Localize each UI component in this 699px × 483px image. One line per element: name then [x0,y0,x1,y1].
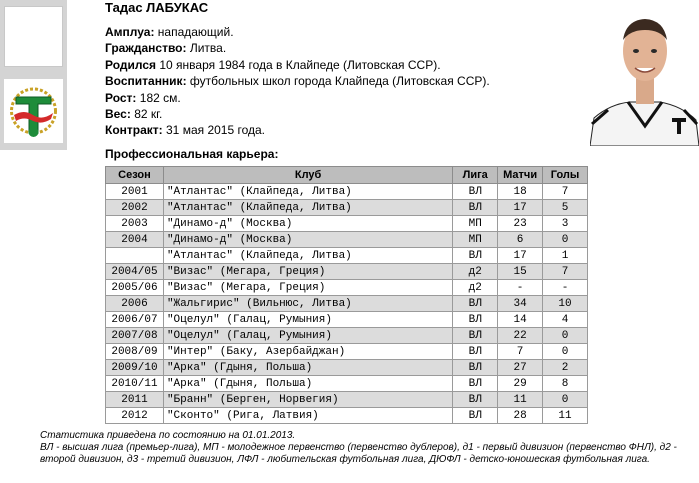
matches-cell: 11 [498,392,543,408]
league-cell: ВЛ [453,312,498,328]
club-cell: "Бранн" (Берген, Норвегия) [163,392,452,408]
table-row [106,328,588,344]
goals-cell: 7 [543,264,588,280]
club-cell: "Арка" (Гдыня, Польша) [163,360,452,376]
info-value: Литва. [186,41,227,56]
goals-cell: 10 [543,296,588,312]
club-cell: "Жальгирис" (Вильнюс, Литва) [163,296,452,312]
league-cell: ВЛ [453,360,498,376]
goals-cell: 3 [543,216,588,232]
matches-cell: 7 [498,344,543,360]
table-row [106,376,588,392]
player-name: Тадас ЛАБУКАС [105,0,209,15]
goals-cell: 2 [543,360,588,376]
goals-cell: 11 [543,408,588,424]
matches-cell: 34 [498,296,543,312]
season-cell: 2001 [106,184,164,200]
goals-cell: 7 [543,184,588,200]
season-cell [106,248,164,264]
league-cell: д2 [453,264,498,280]
abbreviations-note: ВЛ - высшая лига (премьер-лига), МП - молодежное первенство (первенство дублеров), д1 - первый дивизион (первенство ФНЛ), д2 - второй дивизион, д3 - третий дивизион, ЛФЛ - любительская футбольная лига, ДЮФЛ - детско-юношеская футбольная лига. [40,441,677,465]
league-cell: д2 [453,280,498,296]
info-row-weight [105,106,490,122]
matches-cell: 29 [498,376,543,392]
season-cell: 2004/05 [106,264,164,280]
club-cell: "Визас" (Мегара, Греция) [163,280,452,296]
matches-cell: 22 [498,328,543,344]
league-cell: ВЛ [453,376,498,392]
matches-cell: 23 [498,216,543,232]
col-header-league: Лига [453,167,498,184]
matches-cell: 17 [498,200,543,216]
table-row [106,184,588,200]
league-cell: ВЛ [453,328,498,344]
col-header-matches: Матчи [498,167,543,184]
info-row-youth [105,73,490,89]
table-row [106,280,588,296]
matches-cell: 28 [498,408,543,424]
goals-cell: 4 [543,312,588,328]
club-cell: "Атлантас" (Клайпеда, Литва) [163,200,452,216]
info-label: Рост: [105,90,137,105]
info-row-contract [105,122,490,138]
club-cell: "Атлантас" (Клайпеда, Литва) [163,184,452,200]
matches-cell: 18 [498,184,543,200]
matches-cell: 17 [498,248,543,264]
league-cell: ВЛ [453,248,498,264]
info-row-position [105,24,490,40]
footnotes [40,430,680,465]
stats-date-note: Статистика приведена по состоянию на 01.01.2013. [40,430,296,441]
season-cell: 2006 [106,296,164,312]
season-cell: 2010/11 [106,376,164,392]
info-value: 31 мая 2015 года. [162,123,266,138]
league-cell: ВЛ [453,408,498,424]
info-label: Родился [105,57,157,72]
info-row-citizenship [105,40,490,56]
goals-cell: 0 [543,344,588,360]
league-cell: ВЛ [453,184,498,200]
info-value: футбольных школ города Клайпеда (Литовская ССР). [186,74,490,89]
season-cell: 2005/06 [106,280,164,296]
season-cell: 2002 [106,200,164,216]
matches-cell: 14 [498,312,543,328]
league-cell: МП [453,232,498,248]
season-cell: 2004 [106,232,164,248]
info-value: 182 см. [136,90,181,105]
info-value: нападающий. [154,25,234,39]
matches-cell: 6 [498,232,543,248]
season-cell: 2009/10 [106,360,164,376]
col-header-club: Клуб [163,167,452,184]
info-row-born [105,57,490,73]
goals-cell: 0 [543,232,588,248]
empty-photo-placeholder [4,6,63,67]
table-row [106,408,588,424]
matches-cell: - [498,280,543,296]
season-cell: 2011 [106,392,164,408]
career-title: Профессиональная карьера: [105,147,279,161]
career-table-body [106,184,588,424]
col-header-season: Сезон [106,167,164,184]
goals-cell: 1 [543,248,588,264]
league-cell: ВЛ [453,296,498,312]
table-row [106,200,588,216]
club-cell: "Динамо-д" (Москва) [163,216,452,232]
col-header-goals: Голы [543,167,588,184]
season-cell: 2008/09 [106,344,164,360]
club-cell: "Визас" (Мегара, Греция) [163,264,452,280]
goals-cell: 8 [543,376,588,392]
table-row [106,232,588,248]
goals-cell: - [543,280,588,296]
season-cell: 2007/08 [106,328,164,344]
info-label: Гражданство: [105,41,187,56]
info-value: 82 кг. [130,107,163,122]
info-row-height [105,90,490,106]
goals-cell: 0 [543,392,588,408]
table-row [106,296,588,312]
club-logo-icon [4,79,63,143]
matches-cell: 27 [498,360,543,376]
left-sidebar [0,0,67,150]
club-cell: "Оцелул" (Галац, Румыния) [163,328,452,344]
club-cell: "Оцелул" (Галац, Румыния) [163,312,452,328]
season-cell: 2006/07 [106,312,164,328]
table-row [106,312,588,328]
goals-cell: 0 [543,328,588,344]
player-info [105,24,490,139]
table-row [106,392,588,408]
season-cell: 2012 [106,408,164,424]
goals-cell: 5 [543,200,588,216]
table-row [106,264,588,280]
info-label: Воспитанник: [105,74,187,89]
info-value: 10 января 1984 года в Клайпеде (Литовская ССР). [156,57,441,72]
table-header-row [106,167,588,184]
table-row [106,360,588,376]
player-photo [590,6,699,146]
league-cell: ВЛ [453,392,498,408]
table-row [106,248,588,264]
info-label: Вес: [105,107,131,122]
league-cell: МП [453,216,498,232]
info-label: Контракт: [105,123,163,138]
club-cell: "Арка" (Гдыня, Польша) [163,376,452,392]
club-cell: "Динамо-д" (Москва) [163,232,452,248]
season-cell: 2003 [106,216,164,232]
career-table [105,166,588,424]
club-cell: "Сконто" (Рига, Латвия) [163,408,452,424]
league-cell: ВЛ [453,344,498,360]
league-cell: ВЛ [453,200,498,216]
club-cell: "Интер" (Баку, Азербайджан) [163,344,452,360]
matches-cell: 15 [498,264,543,280]
table-row [106,344,588,360]
club-cell: "Атлантас" (Клайпеда, Литва) [163,248,452,264]
info-label: Амплуа: [105,25,155,39]
table-row [106,216,588,232]
